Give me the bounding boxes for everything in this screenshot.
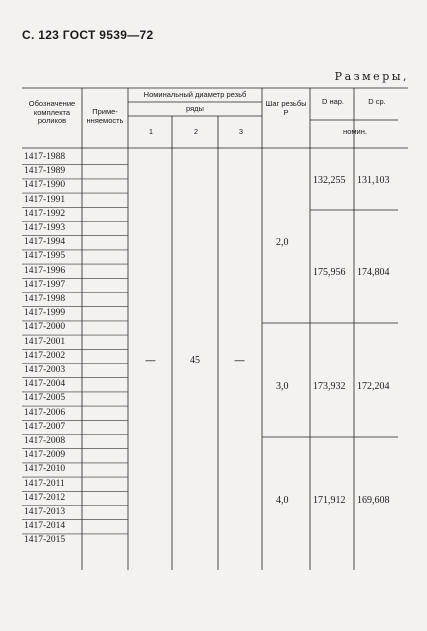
- d-sr-value: 131,103: [357, 175, 390, 186]
- pitch-value-2: 3,0: [276, 381, 289, 392]
- table-row-designation: 1417-1999: [24, 308, 66, 319]
- table-row-designation: 1417-1989: [24, 166, 66, 177]
- table-row-designation: 1417-1991: [24, 194, 66, 205]
- table-row-designation: 1417-1988: [24, 152, 66, 162]
- header-designation: Обозначение комплекта роликов: [28, 99, 76, 126]
- table-row-designation: 1417-1997: [24, 279, 66, 290]
- table-row-designation: 1417-2003: [24, 365, 66, 375]
- d-sr-value: 174,804: [357, 267, 390, 278]
- table-row-designation: 1417-2012: [24, 492, 66, 503]
- table-row-designation: 1417-1996: [24, 265, 66, 276]
- header-d-sr: D ср.: [368, 97, 386, 106]
- header-usage: Приме-нняемость: [86, 107, 124, 125]
- table-row-designation: 1417-1990: [24, 180, 66, 191]
- table-row-designation: 1417-1992: [24, 208, 66, 219]
- table-row-designation: 1417-2009: [24, 450, 66, 461]
- series-2-value: 45: [190, 355, 200, 366]
- table-row-designation: 1417-1998: [24, 294, 66, 304]
- page-header: С. 123 ГОСТ 9539—72: [22, 28, 154, 42]
- d-sr-value: 169,608: [357, 495, 390, 506]
- d-nar-value: 175,956: [313, 267, 346, 278]
- pitch-value-1: 2,0: [276, 237, 289, 248]
- table-row-designation: 1417-2015: [24, 535, 66, 546]
- table-row-designation: 1417-2000: [24, 322, 66, 333]
- header-series: ряды: [186, 104, 204, 113]
- table-row-designation: 1417-2014: [24, 521, 66, 532]
- table-row-designation: 1417-2011: [24, 478, 65, 489]
- units-label: Размеры,: [334, 70, 409, 83]
- table-row-designation: 1417-2010: [24, 464, 66, 475]
- table-row-designation: 1417-2001: [24, 336, 66, 347]
- table-row-designation: 1417-2004: [24, 379, 66, 390]
- header-series-3: 3: [238, 127, 244, 136]
- table-row-designation: 1417-2006: [24, 407, 66, 418]
- header-pitch: Шаг резьбы P: [265, 99, 307, 117]
- table-row-designation: 1417-2008: [24, 436, 66, 446]
- d-nar-value: 173,932: [313, 381, 346, 392]
- header-nominal-diameter: Номинальный диаметр резьб: [143, 90, 247, 99]
- series-1-value: —: [145, 354, 156, 367]
- table-row-designation: 1417-2013: [24, 507, 66, 517]
- table-row-designation: 1417-1993: [24, 223, 66, 233]
- table-row-designation: 1417-2002: [24, 350, 66, 361]
- table-row-designation: 1417-2005: [24, 393, 66, 404]
- d-sr-value: 172,204: [357, 381, 390, 392]
- d-nar-value: 132,255: [313, 175, 346, 186]
- d-nar-value: 171,912: [313, 495, 346, 506]
- series-3-value: —: [234, 354, 245, 367]
- header-nomin: номин.: [343, 127, 367, 136]
- header-series-2: 2: [193, 127, 199, 136]
- header-series-1: 1: [148, 127, 154, 136]
- pitch-value-3: 4,0: [276, 495, 289, 506]
- table-row-designation: 1417-1995: [24, 251, 66, 262]
- table-row-designation: 1417-2007: [24, 421, 66, 432]
- table-row-designation: 1417-1994: [24, 237, 66, 248]
- header-d-nar: D нар.: [321, 97, 345, 106]
